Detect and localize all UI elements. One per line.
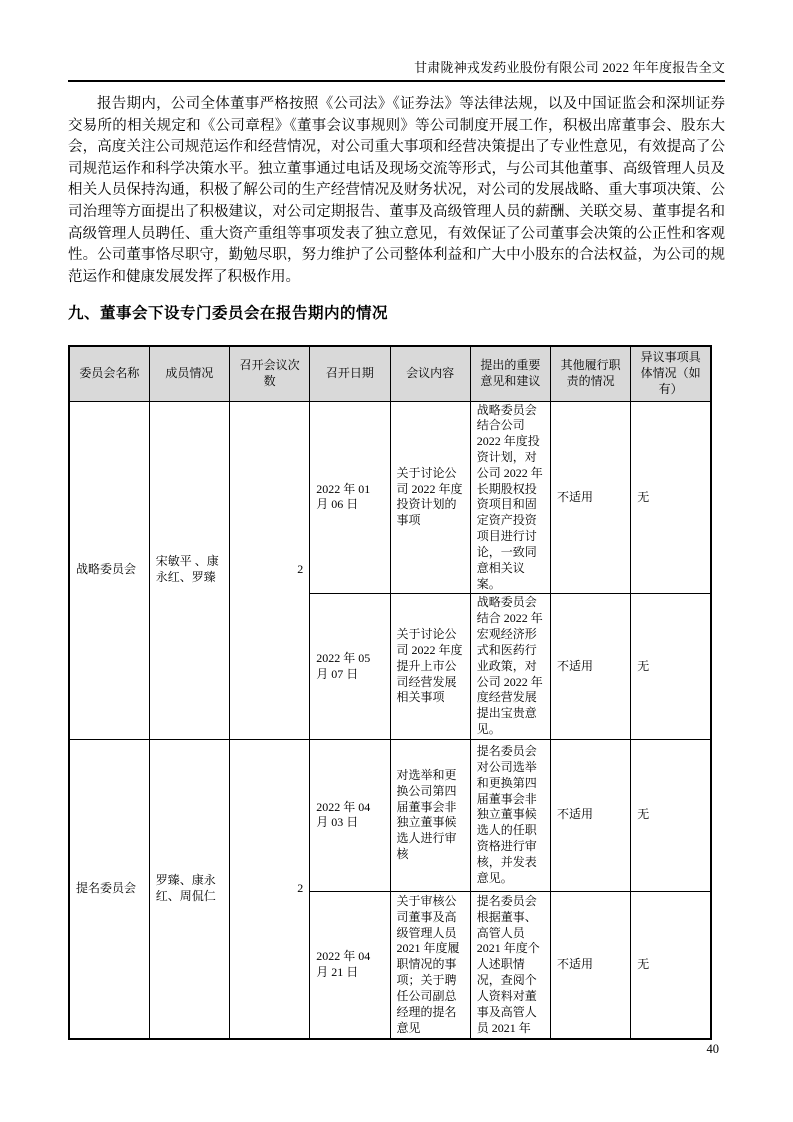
column-header-other-duties: 其他履行职责的情况 (551, 346, 631, 401)
cell-members: 罗臻、康永红、周侃仁 (149, 739, 229, 1039)
cell-objection: 无 (631, 739, 711, 891)
cell-objection: 无 (631, 401, 711, 594)
cell-meeting-count: 2 (230, 739, 310, 1039)
cell-meeting-content: 对选举和更换公司第四届董事会非独立董事候选人进行审核 (390, 739, 470, 891)
column-header-objections: 异议事项具体情况（如有） (631, 346, 711, 401)
cell-meeting-content: 关于讨论公司 2022 年度投资计划的事项 (390, 401, 470, 594)
table-row (69, 401, 711, 594)
cell-meeting-date: 2022 年 01 月 06 日 (310, 401, 390, 594)
cell-other-duties: 不适用 (551, 739, 631, 891)
cell-members: 宋敏平 、康永红、罗臻 (149, 401, 229, 739)
column-header-opinions: 提出的重要意见和建议 (470, 346, 550, 401)
cell-other-duties: 不适用 (551, 401, 631, 594)
cell-other-duties: 不适用 (551, 891, 631, 1039)
column-header-members: 成员情况 (149, 346, 229, 401)
cell-objection: 无 (631, 891, 711, 1039)
cell-opinion: 提名委员会根据董事、高管人员 2021 年度个人述职情况，查阅个人资料对董事及高管人员 2021 年 (470, 891, 550, 1039)
cell-meeting-content: 关于审核公司董事及高级管理人员 2021 年度履职情况的事项；关于聘任公司副总经理的提名意见 (390, 891, 470, 1039)
header-divider (68, 80, 725, 82)
cell-opinion: 战略委员会结合公司 2022 年度投资计划，对公司 2022 年长期股权投资项目和固定资产投资项目进行讨论，一致同意相关议案。 (470, 401, 550, 594)
column-header-meeting-content: 会议内容 (390, 346, 470, 401)
column-header-meeting-date: 召开日期 (310, 346, 390, 401)
committee-table (68, 345, 712, 1040)
intro-paragraph: 报告期内，公司全体董事严格按照《公司法》《证券法》等法律法规，以及中国证监会和深圳证券交易所的相关规定和《公司章程》《董事会议事规则》等公司制度开展工作，积极出席董事会、股东大会，高度关注公司规范运作和经营情况，对公司重大事项和经营决策提出了专业性意见，有效提高了公司规范运作和科学决策水平。独立董事通过电话及现场交流等形式，与公司其他董事、高级管理人员及相关人员保持沟通，积极了解公司的生产经营情况及财务状况，对公司的发展战略、重大事项决策、公司治理等方面提出了积极建议，对公司定期报告、董事及高级管理人员的薪酬、关联交易、董事提名和高级管理人员聘任、重大资产重组等事项发表了独立意见，有效保证了公司董事会决策的公正性和客观性。公司董事恪尽职守，勤勉尽职，努力维护了公司整体利益和广大中小股东的合法权益，为公司的规范运作和健康发展发挥了积极作用。 (68, 96, 725, 285)
column-header-meeting-count: 召开会议次数 (230, 346, 310, 401)
cell-meeting-date: 2022 年 05 月 07 日 (310, 594, 390, 739)
cell-meeting-date: 2022 年 04 月 03 日 (310, 739, 390, 891)
cell-other-duties: 不适用 (551, 594, 631, 739)
cell-objection: 无 (631, 594, 711, 739)
cell-opinion: 提名委员会对公司选举和更换第四届董事会非独立董事候选人的任职资格进行审核，并发表意见。 (470, 739, 550, 891)
table-header-row (69, 346, 711, 401)
page-number: 40 (706, 1042, 719, 1056)
cell-committee-name: 战略委员会 (69, 401, 149, 739)
cell-meeting-content: 关于讨论公司 2022 年度提升上市公司经营发展相关事项 (390, 594, 470, 739)
cell-meeting-count: 2 (230, 401, 310, 739)
column-header-committee-name: 委员会名称 (69, 346, 149, 401)
table-row (69, 739, 711, 891)
cell-meeting-date: 2022 年 04 月 21 日 (310, 891, 390, 1039)
section-heading: 九、董事会下设专门委员会在报告期内的情况 (68, 305, 389, 322)
cell-opinion: 战略委员会结合 2022 年宏观经济形式和医药行业政策，对公司 2022 年度经营发展提出宝贵意见。 (470, 594, 550, 739)
page-header-title: 甘肃陇神戎发药业股份有限公司 2022 年年度报告全文 (414, 60, 725, 75)
cell-committee-name: 提名委员会 (69, 739, 149, 1039)
